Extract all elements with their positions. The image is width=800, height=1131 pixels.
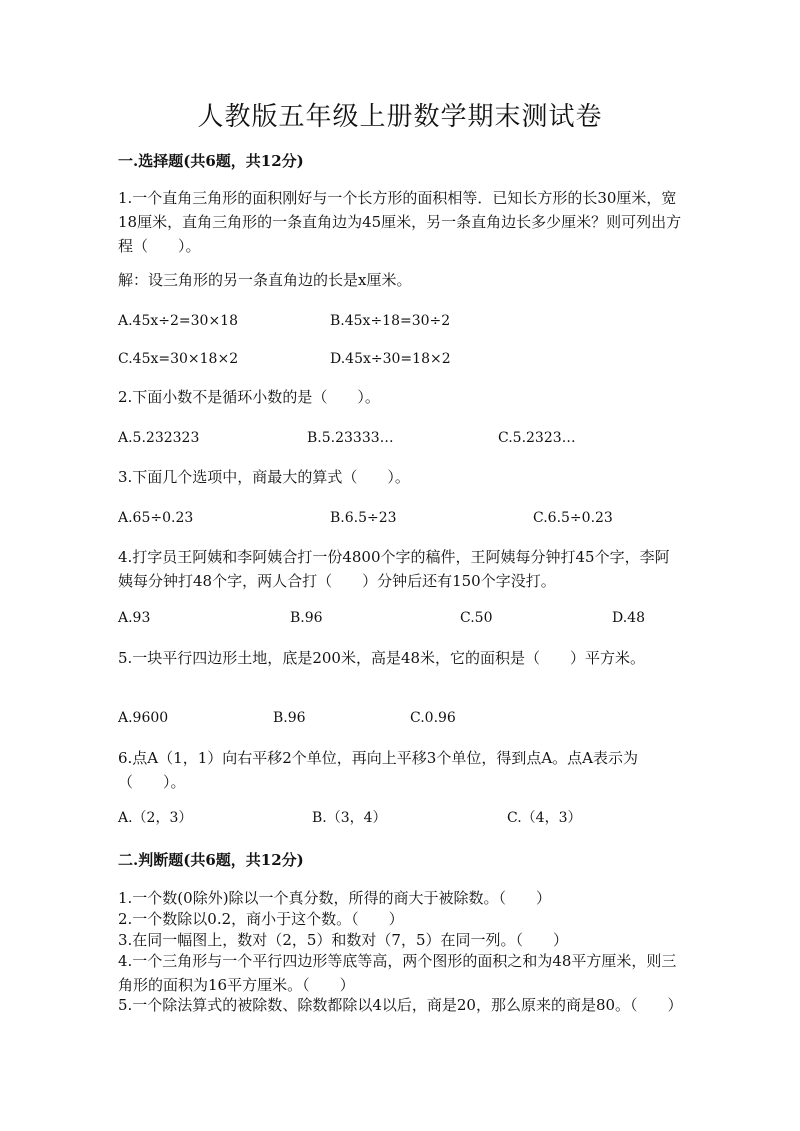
page-title: 人教版五年级上册数学期末测试卷 <box>197 102 603 132</box>
question-4-option-b: B.96 <box>290 610 323 626</box>
judgment-item: 3.在同一幅图上，数对（2，5）和数对（7，5）在同一列。（ ） <box>118 931 568 949</box>
judgment-item: 2.一个数除以0.2，商小于这个数。（ ） <box>118 910 404 928</box>
judgment-item: 4.一个三角形与一个平行四边形等底等高，两个图形的面积之和为48平方厘米，则三角形的面积为16平方厘米。（ ） <box>118 952 677 994</box>
question-4-option-c: C.50 <box>460 610 493 626</box>
question-3-option-b: B.6.5÷23 <box>330 510 397 526</box>
question-6-option-c: C.（4，3） <box>507 810 582 826</box>
question-4-option-d: D.48 <box>612 610 645 626</box>
question-1-option-a: A.45x÷2=30×18 <box>118 313 238 329</box>
question-2-text: 2.下面小数不是循环小数的是（ ）。 <box>118 388 380 406</box>
judgment-item: 1.一个数(0除外)除以一个真分数，所得的商大于被除数。（ ） <box>118 889 552 907</box>
question-5-option-b: B.96 <box>273 710 306 726</box>
question-1-option-c: C.45x=30×18×2 <box>118 351 239 367</box>
judgment-item: 5.一个除法算式的被除数、除数都除以4以后，商是20，那么原来的商是80。（ ） <box>118 996 683 1014</box>
question-4-option-a: A.93 <box>118 610 151 626</box>
question-3-option-c: C.6.5÷0.23 <box>533 510 613 526</box>
question-3-text: 3.下面几个选项中，商最大的算式（ ）。 <box>118 468 410 486</box>
question-2-option-a: A.5.232323 <box>118 430 200 446</box>
section-heading-judgment: 二.判断题(共6题，共12分) <box>118 851 304 869</box>
section-heading-choice: 一.选择题(共6题，共12分) <box>118 152 304 170</box>
question-3-option-a: A.65÷0.23 <box>118 510 194 526</box>
question-1-option-b: B.45x÷18=30÷2 <box>330 313 451 329</box>
question-6-option-a: A.（2，3） <box>118 810 193 826</box>
question-1-solution: 解：设三角形的另一条直角边的长是x厘米。 <box>118 271 412 289</box>
question-2-option-b: B.5.23333… <box>307 430 394 446</box>
question-5-option-a: A.9600 <box>118 710 169 726</box>
question-5-option-c: C.0.96 <box>410 710 456 726</box>
question-4-text: 4.打字员王阿姨和李阿姨合打一份4800个字的稿件，王阿姨每分钟打45个字，李阿姨每分钟打48个字，两人合打（ ）分钟后还有150个字没打。 <box>118 548 670 590</box>
question-5-text: 5.一块平行四边形土地，底是200米，高是48米，它的面积是（ ）平方米。 <box>118 649 646 667</box>
question-1-option-d: D.45x÷30=18×2 <box>330 351 451 367</box>
question-6-option-b: B.（3，4） <box>312 810 387 826</box>
question-1-text: 1.一个直角三角形的面积刚好与一个长方形的面积相等．已知长方形的长30厘米，宽18厘米，直角三角形的一条直角边为45厘米，另一条直角边长多少厘米？则可列出方程（ ）。 <box>118 189 682 255</box>
question-2-option-c: C.5.2323… <box>498 430 576 446</box>
question-6-text: 6.点A（1，1）向右平移2个单位，再向上平移3个单位，得到点A。点A表示为（ ）。 <box>118 749 638 791</box>
